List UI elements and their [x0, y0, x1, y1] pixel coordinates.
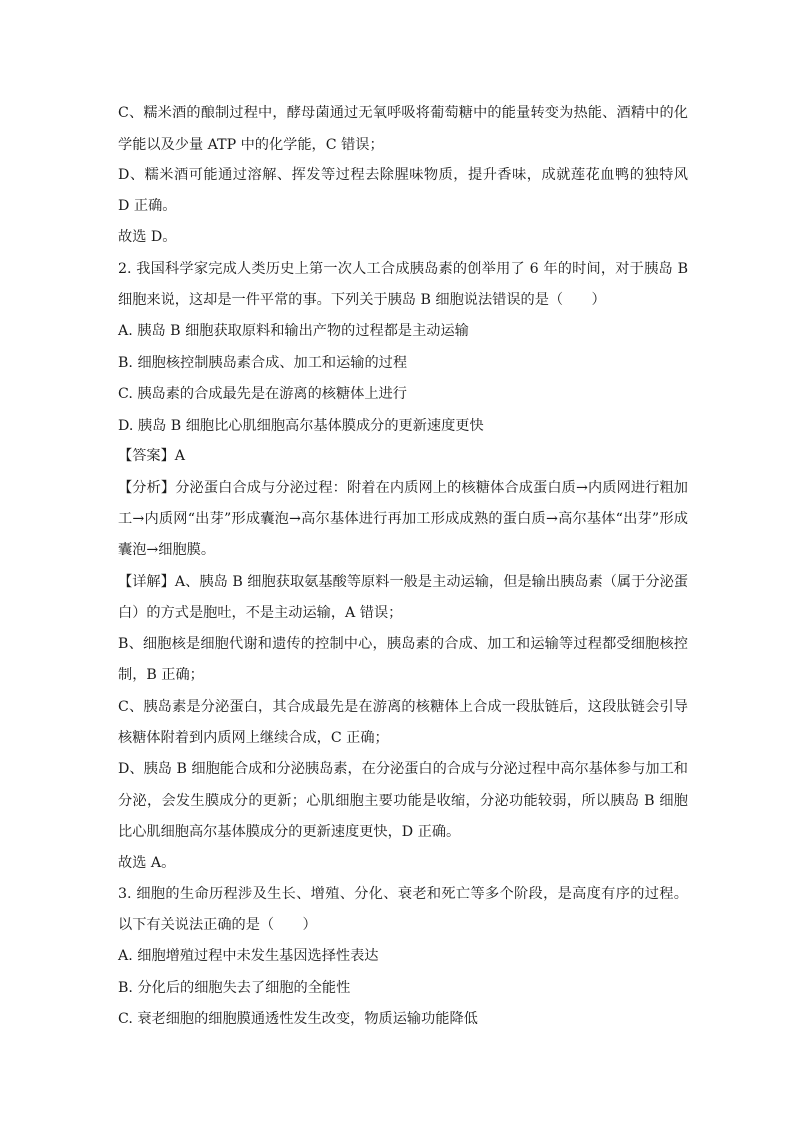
option-a: A. 细胞增殖过程中未发生基因选择性表达 [118, 948, 379, 964]
analysis-line: 囊泡→细胞膜。 [118, 542, 216, 558]
text-line: 学能以及少量 ATP 中的化学能，C 错误； [118, 137, 384, 153]
explanation-line: D、胰岛 B 细胞能合成和分泌胰岛素，在分泌蛋白的合成与分泌过程中高尔基体参与加工和 [118, 761, 688, 777]
question-stem: 以下有关说法正确的是（ ） [118, 917, 317, 933]
explanation-line: C、胰岛素是分泌蛋白，其合成最先是在游离的核糖体上合成一段肽链后，这段肽链会引导 [118, 699, 688, 715]
explanation-line: 【详解】A、胰岛 B 细胞获取氨基酸等原料一般是主动运输，但是输出胰岛素（属于分泌蛋 [118, 574, 688, 590]
option-b: B. 细胞核控制胰岛素合成、加工和运输的过程 [118, 355, 408, 371]
explanation-line: 白）的方式是胞吐，不是主动运输，A 错误； [118, 605, 403, 621]
option-b: B. 分化后的细胞失去了细胞的全能性 [118, 980, 351, 996]
analysis-line: 工→内质网“出芽”形成囊泡→高尔基体进行再加工形成成熟的蛋白质→高尔基体“出芽”形成 [118, 511, 688, 527]
explanation-line: 制，B 正确； [118, 667, 204, 683]
question-stem: 细胞来说，这却是一件平常的事。下列关于胰岛 B 细胞说法错误的是（ ） [118, 292, 606, 308]
answer-choice-line: 故选 A。 [118, 855, 176, 871]
option-a: A. 胰岛 B 细胞获取原料和输出产物的过程都是主动运输 [118, 323, 469, 339]
option-c: C. 衰老细胞的细胞膜通透性发生改变，物质运输功能降低 [118, 1011, 478, 1027]
explanation-line: 比心肌细胞高尔基体膜成分的更新速度更快，D 正确。 [118, 824, 461, 840]
option-c: C. 胰岛素的合成最先是在游离的核糖体上进行 [118, 386, 407, 402]
text-line: D 正确。 [118, 198, 177, 214]
option-d: D. 胰岛 B 细胞比心肌细胞高尔基体膜成分的更新速度更快 [118, 418, 484, 434]
explanation-line: B、细胞核是细胞代谢和遗传的控制中心，胰岛素的合成、加工和运输等过程都受细胞核控 [118, 636, 688, 652]
text-line: D、糯米酒可能通过溶解、挥发等过程去除腥味物质，提升香味，成就莲花血鸭的独特风 [118, 167, 688, 183]
text-line: C、糯米酒的酿制过程中，酵母菌通过无氧呼吸将葡萄糖中的能量转变为热能、酒精中的化 [118, 105, 688, 121]
explanation-line: 分泌，会发生膜成分的更新；心肌细胞主要功能是收缩，分泌功能较弱，所以胰岛 B 细胞 [118, 793, 688, 809]
text-line: 故选 D。 [118, 229, 177, 245]
question-stem: 2. 我国科学家完成人类历史上第一次人工合成胰岛素的创举用了 6 年的时间，对于胰岛 B [118, 261, 688, 277]
question-stem: 3. 细胞的生命历程涉及生长、增殖、分化、衰老和死亡等多个阶段，是高度有序的过程。 [118, 886, 688, 902]
answer-line: 【答案】A [118, 448, 185, 464]
analysis-line: 【分析】分泌蛋白合成与分泌过程：附着在内质网上的核糖体合成蛋白质→内质网进行粗加 [118, 480, 688, 496]
explanation-line: 核糖体附着到内质网上继续合成，C 正确； [118, 730, 389, 746]
